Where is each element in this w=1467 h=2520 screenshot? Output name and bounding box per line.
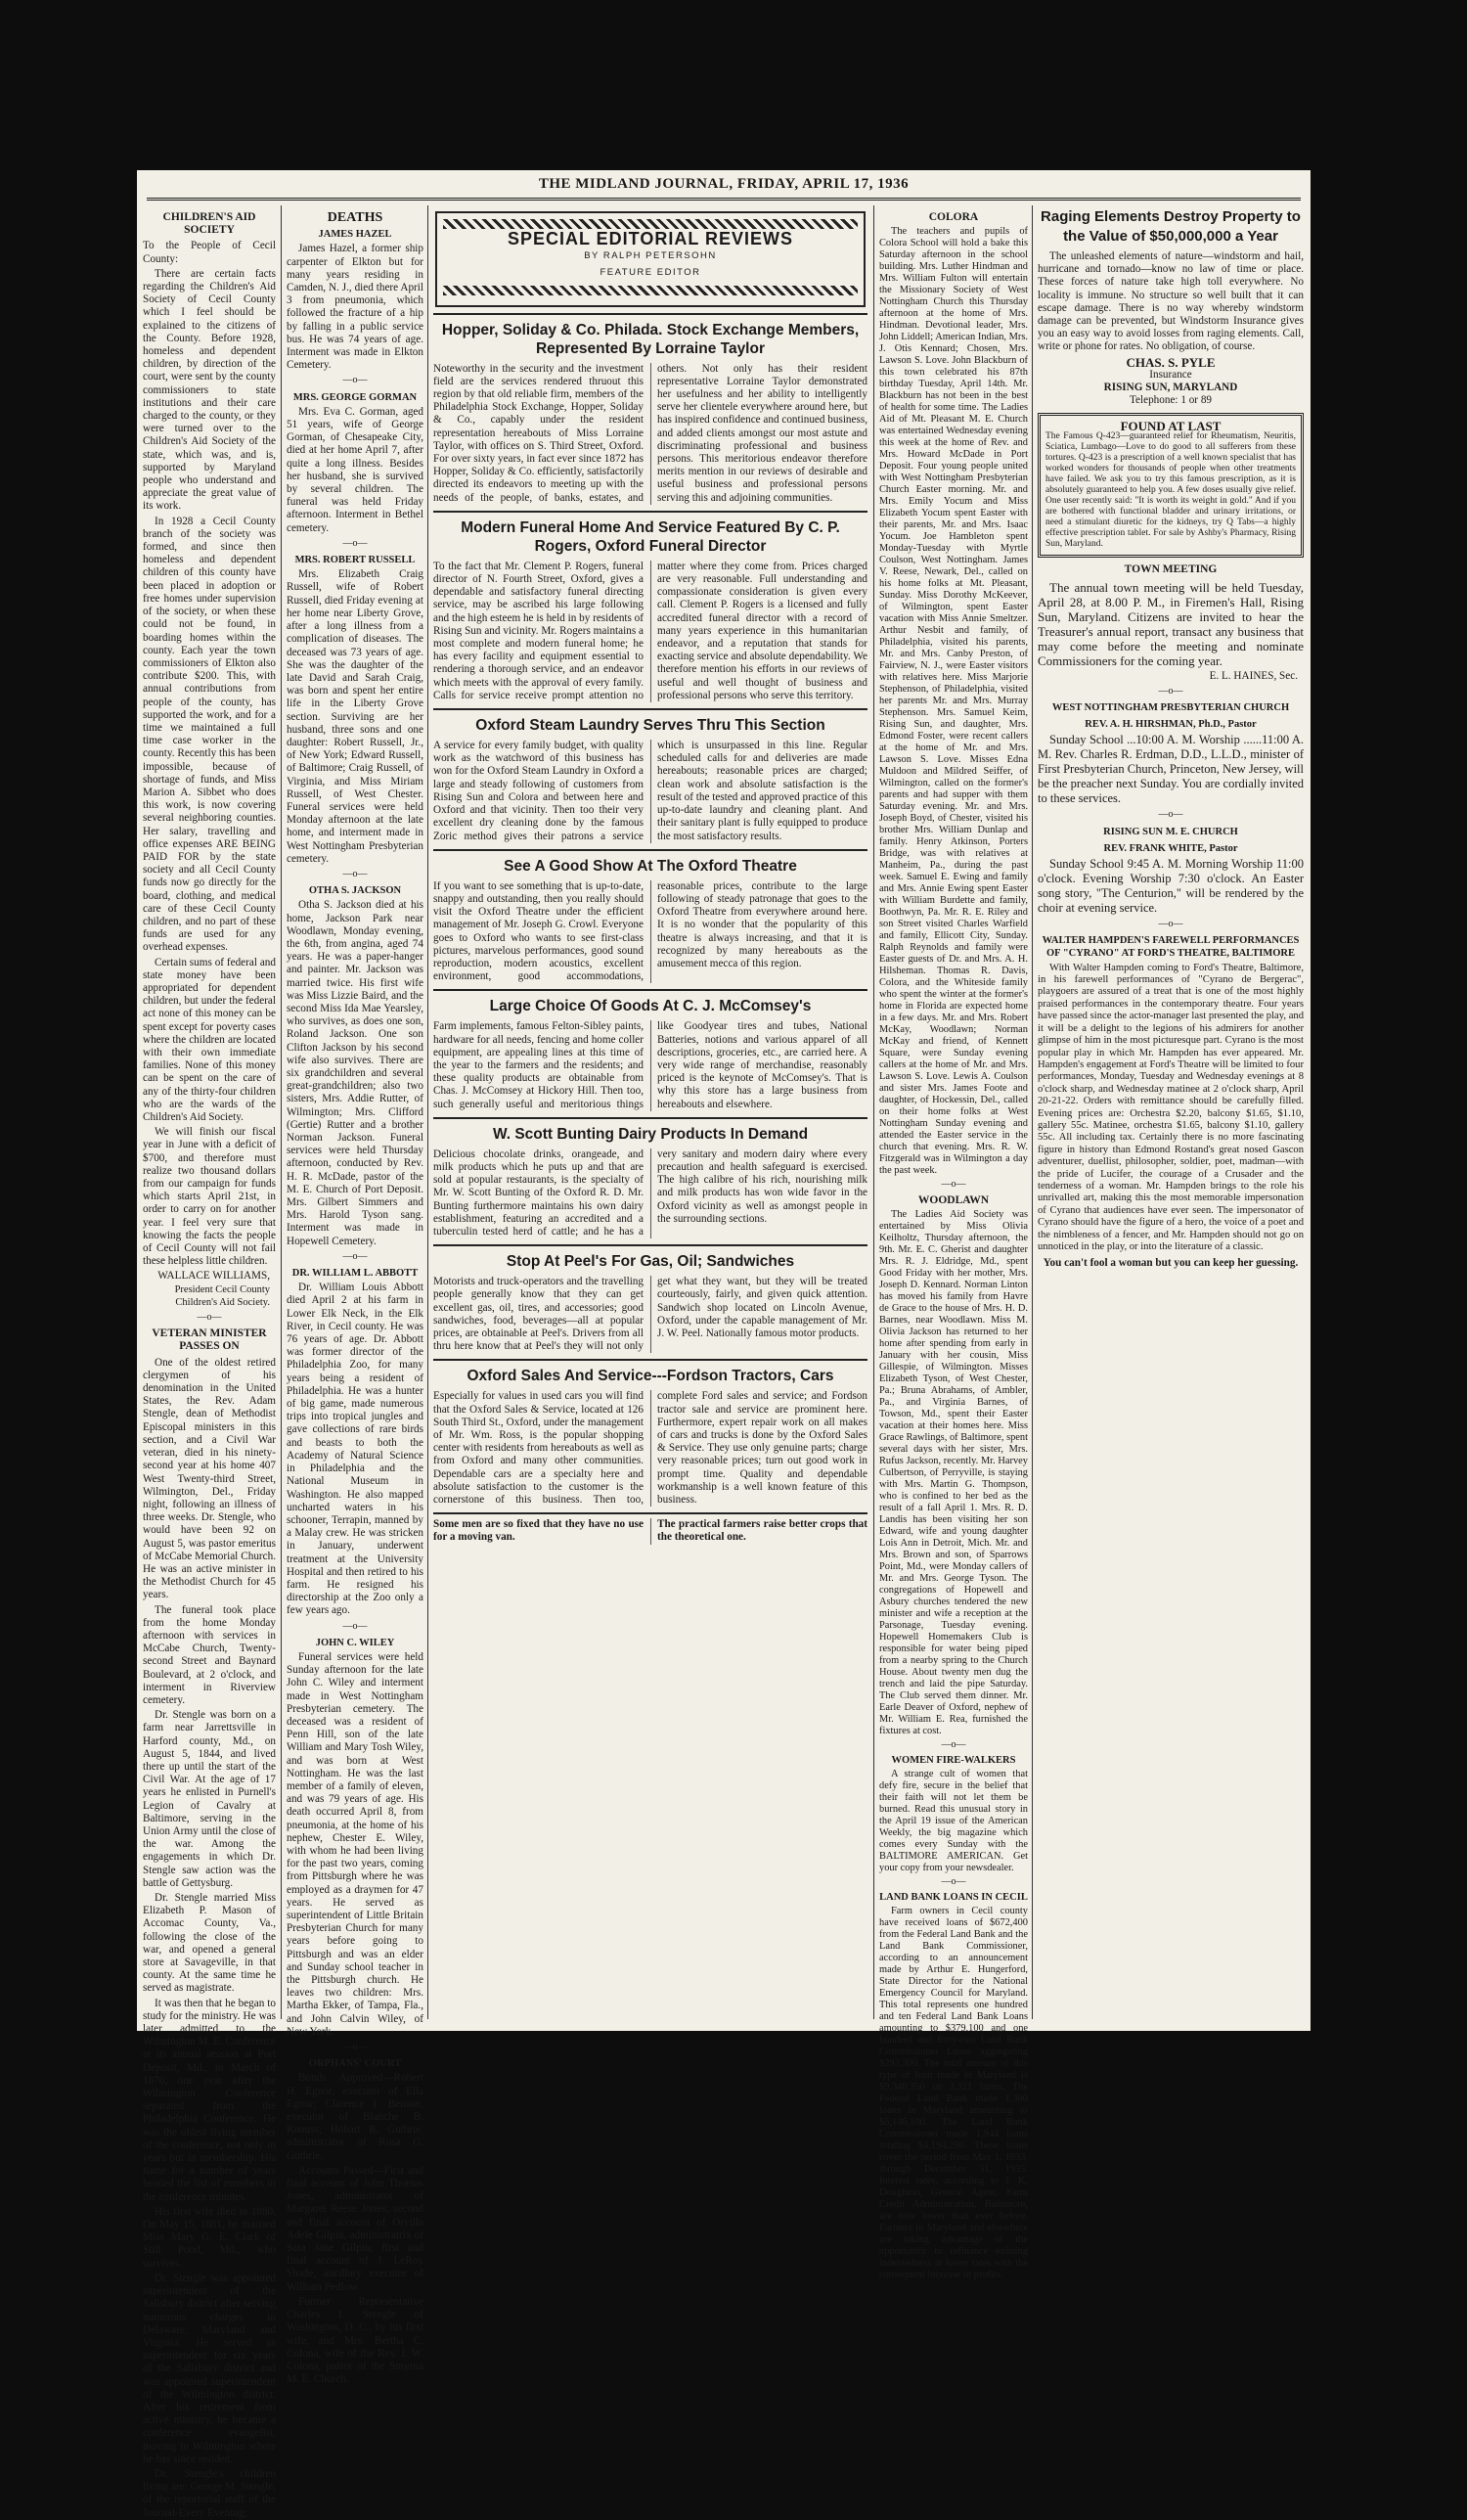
separator: —o— (941, 1739, 966, 1750)
obituary-name: MRS. GEORGE GORMAN (292, 391, 418, 403)
article-body: A service for every family budget, with quality work as the watchword of this business has won for the Oxford Steam Laundry in Oxford a large and steady following of customers from Rising Sun and Colora and between here and Oxford and that vicinity. Then too their very excellent dry cleaning done by the famous Zoric method gives their patrons a service which is unsurpassed in this line. Regular scheduled calls for and deliveries are made hereabouts; reasonable prices are charged; clean work and absolute satisfaction is the result of the tested and approved practice of this up-to-date laundry and cleaning plant. And their sanitary plant is fully equipped to produce the most satisfactory results. (433, 740, 867, 842)
paragraph: In 1928 a Cecil County branch of the society was formed, and since then homeless and dependent children of this county have been placed in adoption or free homes under supervision of the society, or when these could not be found, in boarding homes within the county. Each year the town commissioners of Elkton also contribute $200. This, with annual contributions from people of the county, has supported the work, and for a time we maintained a full time case worker in the county. Recently this has been impossible, because of shortage of funds, and Miss Marion A. Sibbet who does this work, is now covering several neighboring counties. Her salary, travelling and office expenses ARE BEING PAID FOR by the state society and all Cecil County funds now go directly for the board, clothing, and medical care of these Cecil County children, and no part of these funds are used for any overhead expenses. (143, 515, 276, 954)
article-headline: Hopper, Soliday & Co. Philada. Stock Exchange Members, Represented By Lorraine Taylor (441, 321, 860, 357)
editorial-section (433, 207, 867, 2017)
separator: —o— (1158, 809, 1183, 821)
article-body: Especially for values in used cars you will find that the Oxford Sales & Service, located at 126 South Third St., Oxford, under the management of Mr. Wm. Ross, is the popular shopping center with residents from hereabouts as well as from Oxford and many other communities. Dependable cars are a specialty here and absolute satisfaction to the customer is the cornerstone of this business. Then too, complete Ford sales and service; and Fordson tractor sale and service are prominent here. Furthermore, expert repair work on all makes of cars and trucks is done by the Oxford Sales & Service. They use only genuine parts; charge very reasonable prices; turn out good work in prompt time. Quality and dependable workmanship is a well known feature of this business. (433, 1390, 867, 1507)
article-body: If you want to see something that is up-to-date, snappy and outstanding, then you really should visit the Oxford Theatre under the efficient management of Mr. Joseph G. Crowl. Everyone goes to Oxford who wants to see first-class pictures, marvelous performances, good sound reproduction, modern acoustics, excellent environment, good accommodations, reasonable prices, contribute to the large following of steady patronage that goes to the Oxford Theatre from everywhere around here. It is no wonder that the popularity of this theatre is always increasing, and that it is recognized by many hereabouts as the amusement mecca of this region. (433, 879, 867, 983)
section-title: ORPHANS' COURT (308, 2058, 402, 2070)
paragraph: The teachers and pupils of Colora School will hold a bake this Saturday afternoon in the school building. Mrs. Luther Hindman and Mrs. William Fulton will entertain the Missionary Society of West Nottingham Church this Thursday afternoon at the home of Mrs. Hindman. Devotional leader, Mrs. John Liddell; American Indian, Mrs. J. Otis Kennard; Chosen, Mrs. Lawson S. Love. John Blackburn of this town celebrated his 87th birthday Tuesday, April 14th. Mr. Blackburn has not been in the best of health for some time. The Ladies Aid of Mt. Pleasant M. E. Church was entertained Wednesday evening this week at the home of Rev. and Mrs. Howard McDade in Port Deposit. Four young people united with West Nottingham Presbyterian Church Easter morning. Mr. and Mrs. Emily Yocum and Miss Elizabeth Yocum spent Easter with their parents, Mr. and Mrs. Isaac Yocum. Joe Hambleton spent Monday-Tuesday with Myrtle Coulson, West Nottingham. James V. Reese, Newark, Del., called on his home folks at Mt. Pleasant, Sunday. Miss Dorothy McKeever, of Wilmington, spent Easter vacation with Miss Annie Smeltzer. Arthur Nesbit and family, of Philadelphia, visited his parents, Mr. and Mrs. Canby Preston, of Fairview, N. J., were Easter visitors with relatives here. Miss Marjorie Stephenson, of Philadelphia, visited her parents Mr. and Mrs. Murray Stephenson. Mrs. Samuel Keim, Rising Sun, and daughter, Mrs. Edmond Foster, were recent callers at the home of Mr. and Mrs. Lawson S. Love. Misses Edna Muldoon and Mildred Seiffer, of Wilmington, called on the former's parents and had supper with them Saturday evening. Mr. and Mrs. Joseph Boyd, of Chester, visited his brother Mrs. William Dunlap and family. Henry Atkinson, Porters Bridge, was with relatives at Manheim, Pa., during the past week. Samuel E. Ewing and family and Mrs. Annie Ewing spent Easter with William Burdette and family, Boothwyn, Pa. Mr. R. E. Riley and son Street visited Charles Warfield and family, Ellicott City, Sunday. Ralph Reynolds and family were Easter guests of Dr. and Mrs. A. H. Hilsheman. Thomas R. Davis, Colora, and the Whiteside family who spent the winter at the former's home in Florida are expected home in a few days. Mr. and Mrs. Robert McKay, Woodlawn; Norman McKay and friend, of Kennett Square, were Sunday evening callers at the home of Mr. and Mrs. Lawson S. Love. Lewis A. Coulson and sister Mrs. James Foote and daughter, of Hockessin, Del., called on their home folks at West Nottingham Sunday evening and attended the Easter service in the church that evening. Mrs. R. W. Fitzgerald was in Wilmington a day the past week. (879, 226, 1028, 1176)
article-headline: Large Choice Of Goods At C. J. McComsey's (489, 998, 812, 1015)
paragraph: Sunday School 9:45 A. M. Morning Worship 11:00 o'clock. Evening Worship 7:30 o'clock. An Easter song story, "The Centurion," will be rendered by the choir at evening service. (1038, 857, 1304, 916)
obituary-name: DR. WILLIAM L. ABBOTT (291, 1268, 419, 1280)
column-divider (873, 205, 874, 2019)
filler-items (433, 1512, 867, 1544)
insurance-ad-headline: Raging Elements Destroy Property to the Value of $50,000,000 a Year (1041, 208, 1301, 245)
column-divider (427, 205, 428, 2019)
article-headline: Modern Funeral Home And Service Featured By C. P. Rogers, Oxford Funeral Director (461, 518, 840, 555)
banner-border (443, 219, 858, 229)
separator: —o— (342, 2042, 368, 2053)
article (433, 849, 867, 984)
separator: —o— (197, 1312, 222, 1324)
separator: —o— (342, 537, 368, 549)
obituary-text: Funeral services were held Sunday afternoon for the late John C. Wiley and interment made in West Nottingham Presbyterian cemetery. The deceased was a resident of Penn Hill, son of the late William and Mary Tosh Wiley, and was born at West Nottingham. He was the last member of a family of eleven, and was 79 years of age. His death occurred April 8, from pneumonia, at the home of his nephew, Chester E. Wiley, with whom he had been living for the past two years, coming from Pittsburgh where he was employed as a draymen for 47 years. He served as superintendent of Little Britain Presbyterian Church for many years before going to Pittsburgh and was an elder and Sunday school teacher in the Pittsburgh church. He leaves two children: Mrs. Martha Ekker, of Tampa, Fla., and John Calvin Wiley, of New York. (287, 1650, 423, 2038)
section-title: WOODLAWN (917, 1194, 990, 1206)
obituary-text: James Hazel, a former ship carpenter of Elkton but for many years residing in Camden, N. J., died there April 3 from pneumonia, which followed the fracture of a hip by falling in a public service bus. He was 74 years of age. Interment was made in Elkton Cemetery. (287, 243, 423, 372)
obituary-name: OTHA S. JACKSON (308, 885, 402, 897)
closing-quip: You can't fool a woman but you can keep her guessing. (1043, 1257, 1299, 1270)
article-body: Delicious chocolate drinks, orangeade, and milk products which he puts up and that are sold at popular restaurants, is the specialty of Mr. W. Scott Bunting of the Oxford R. D. Mr. Bunting furthermore maintains his own dairy establishment, featuring an accredited and a tuberculin tested herd of cattle; and he has a very sanitary and modern dairy where every precaution and health safeguard is exercised. The high calibre of his rich, nourishing milk and milk products has won wide favor in the Oxford vicinity as well as amongst people in the surrounding sections. (433, 1148, 867, 1238)
masthead: THE MIDLAND JOURNAL, FRIDAY, APRIL 17, 1936 (538, 176, 910, 192)
editorial-title: SPECIAL EDITORIAL REVIEWS (507, 229, 794, 248)
church-title: WEST NOTTINGHAM PRESBYTERIAN CHURCH (1051, 702, 1290, 714)
column-2 (287, 207, 423, 2386)
signature-title: President Cecil County Children's Aid Society. (174, 1283, 270, 1308)
article (433, 511, 867, 702)
separator: —o— (1158, 919, 1183, 930)
paragraph: Former Representative Charles I. Stengle of Washington, D. C., by his first wife, and Mrs. Bertha C. Colona, wife of the Rev. J. W. Colona, pastor of the Smyrna M. E. Church. (287, 2295, 423, 2386)
article-body: To the fact that Mr. Clement P. Rogers, funeral director of N. Fourth Street, Oxford, gives a dependable and satisfactory funeral directing service, may be ascribed his large following and the high esteem he is held in by residents of Rising Sun and vicinity. Mr. Rogers maintains a most complete and modern funeral home; he has every facility and equipment essential to rendering a thorough service, and an endeavor which meets with the approval of every family. Calls for service receive prompt attention no matter where they come from. Prices charged are very reasonable. Full understanding and compassionate consideration is given every call. Clement P. Rogers is a licensed and fully accredited funeral director with a record of many years experience in this humanitarian endeavor, and a reputation that stands for exacting service and absolute dependability. We therefore mention his efforts in our reviews of useful and well thought of business and professional persons who serve this territory. (433, 560, 867, 701)
section-title: TOWN MEETING (1124, 563, 1218, 576)
obituary-name: JAMES HAZEL (318, 229, 392, 241)
ad-text: The Famous Q-423—guaranteed relief for Rheumatism, Neuritis, Sciatica, Lumbago—Love to do good to all sufferers from these tortures. Q-423 is a prescription of a well known specialist that has worked wonders for thousands of people when other treatments have failed. We ask you to try this famous prescription, as it is absolutely guaranteed to help you. A few doses usually give relief. One user recently said: "It is worth its weight in gold." And if you are bothered with functional bladder and urinary irritations, or need a stimulant diuretic for the kidneys, try Q Tabs—a highly effective prescription tablet. For sale by Ashby's Pharmacy, Rising Sun, Maryland. (1045, 431, 1296, 550)
church-title: RISING SUN M. E. CHURCH (1103, 826, 1238, 837)
article (433, 1359, 867, 1507)
paragraph: Bonds Approved—Robert H. Egnor, executor of Ella Egnor; Clarence I. Benson, executor of Blanche B. Knauss; Hobart R. Guthrie, administrator of Rosa G. Guthrie. (287, 2072, 423, 2162)
paragraph: The funeral took place from the home Monday afternoon with services in McCabe Church, Twenty-second Street and Baynard Boulevard, at 2 o'clock, and interment in Riverview cemetery. (143, 1603, 276, 1706)
paragraph: With Walter Hampden coming to Ford's Theatre, Baltimore, in his farewell performances of "Cyrano de Bergerac", playgoers are assured of a treat that is one of the most highly praised performances in the contemporary theatre. Four years have passed since the actor-manager last presented the play, and it will be a delight to the legions of his admirers for another glimpse of him in the most picturesque part. Cyrano is the most popular play in which Mr. Hampden has ever appeared. Mr. Hampden's engagement at Ford's Theatre will be limited to four performances, Monday, Tuesday and Wednesday evenings at 8 o'clock sharp, and Wednesday matinee at 2 o'clock sharp, April 20-21-22. Orders with remittance should be carefully filled. Evening prices are: Orchestra $2.20, balcony $1.65, $1.10, gallery 55c. Matinee, orchestra $1.65, balcony $1.10, gallery 55c. All including tax. Certainly there is no more fascinating figure in history than Edmond Rostand's great nosed Gascon adventurer, duellist, philosopher, soldier, poet, madman—with the pride of Lucifer, the courage of a Crusader and the tenderness of a woman. Mr. Hampden brings to the role his unrivalled art, making this the most memorable impersonation of Cyrano that audiences have ever seen. The impersonator of Cyrano should have the figure of a hero, the voice of a poet and the nimbleness of a fencer, and Mr. Hampden should not go on unnoticed in the play, or into the literature of a classic. (1038, 962, 1304, 1253)
paragraph: Dr. Stengle was appointed superintendent of the Salisbury district after serving numerous charges in Delaware, Maryland and Virginia. He served as superintendent for six years of the Salisbury district and was appointed superintendent of the Wilmington district. After his retirement from active ministry, he became a conference evangelist, moving to Wilmington where he has since resided. (143, 2272, 276, 2465)
separator: —o— (342, 375, 368, 386)
paragraph: Dr. Stengle married Miss Elizabeth P. Mason of Accomac County, Va., following the close of the war, and opened a general store at Savageville, in that county. At the same time he served as magistrate. (143, 1892, 276, 1995)
church-pastor: REV. FRANK WHITE, Pastor (1103, 842, 1238, 854)
column-1 (143, 207, 276, 2519)
article-headline: Oxford Steam Laundry Serves Thru This Section (475, 717, 825, 735)
newspaper-page (137, 170, 1311, 2519)
advertiser-line: RISING SUN, MARYLAND (1103, 382, 1238, 394)
article (433, 313, 867, 505)
paragraph: Dr. Stengle's children living are: George M. Stengle, of the reportorial staff of the Journal-Every Evening; (143, 2467, 276, 2519)
section-title: COLORA (928, 211, 979, 223)
found-at-last-ad (1038, 413, 1304, 558)
section-title: CHILDREN'S AID SOCIETY (162, 211, 256, 237)
section-title: DEATHS (327, 210, 383, 225)
article-headline: See A Good Show At The Oxford Theatre (504, 857, 797, 875)
separator: —o— (941, 1179, 966, 1190)
masthead-rule (147, 198, 1301, 201)
column-5 (1038, 207, 1304, 2007)
advertiser-line: Telephone: 1 or 89 (1129, 394, 1213, 407)
obituary-name: JOHN C. WILEY (315, 1637, 395, 1648)
editorial-role: FEATURE EDITOR (600, 267, 701, 279)
article (433, 708, 867, 843)
section-title: LAND BANK LOANS IN CECIL (879, 1892, 1028, 1903)
signature: E. L. HAINES, Sec. (1209, 669, 1298, 682)
obituary-text: Mrs. Elizabeth Craig Russell, wife of Robert Russell, died Friday evening at her home near Liberty Grove, after a long illness from a complication of diseases. The deceased was 73 years of age. She was the daughter of the late David and Sarah Craig, was born and spent her entire life in the Liberty Grove section. Surviving are her husband, three sons and one daughter: Robert Russell, Jr., of New York; Edward Russell, of Baltimore; Craig Russell, of Virginia, and Miss Miriam Russell, of West Chester. Funeral services were held Monday afternoon at the late home, and interment made in West Nottingham Presbyterian cemetery. (287, 568, 423, 865)
column-4 (879, 207, 1028, 2280)
paragraph: His first wife died in 1880. On May 15, 1881, he married Miss Mary G. E. Clark of Still Pond, Md., who survives. (143, 2205, 276, 2270)
editorial-banner (435, 211, 866, 307)
column-divider (281, 205, 282, 2019)
article (433, 1117, 867, 1238)
separator: —o— (941, 1876, 966, 1887)
column-divider (1032, 205, 1033, 2019)
separator: —o— (342, 1620, 368, 1632)
banner-border (443, 286, 858, 295)
separator: —o— (1158, 685, 1183, 697)
paragraph: Farm owners in Cecil county have received loans of $672,400 from the Federal Land Bank and the Land Bank Commissioner, according to an announcement made by Arthur E. Hungerford, State Director for the National Emergency Council for Maryland. This total represents one hundred and ten Federal Land Bank Loans amounting to $379,100 and one hundred and forty-two Land Bank Commissioner Loans aggregating $293,300. The total amount of this type of loan made in Maryland is $9,340,350 on 3,321 farms. The Federal Land Bank made 1,380 loans in Maryland amounting to $5,146,100. The Land Bank Commissioner made 1,944 loans totaling $4,194,250. These loans cover the period from May 1, 1933, through December 31, 1935. Interest rates, according to J. K. Doughton, General Agent, Farm Credit Administration, Baltimore, are now lower than ever before. Farmers in Maryland and elsewhere are taking advantage of the opportunity to refinance existing indebtedness at lower rates with the consequent increase in profits. (879, 1906, 1028, 2280)
section-title: WALTER HAMPDEN'S FAREWELL PERFORMANCES OF "CYRANO" AT FORD'S THEATRE, BALTIMORE (1042, 935, 1300, 960)
paragraph: We will finish our fiscal year in June with a deficit of $700, and therefore must realize two thousand dollars from our campaign for funds which starts April 21st, in order to carry on for another year. I feel very sure that knowing the facts the people of Cecil County will not fail these helpless little children. (143, 1126, 276, 1268)
filler-left: Some men are so fixed that they have no use for a moving van. (433, 1518, 644, 1544)
signature: WALLACE WILLIAMS, (157, 1270, 270, 1282)
article-body: Motorists and truck-operators and the travelling people generally know that they can get excellent gas, oil, tires, and accessories; good sandwiches, food, beverages—all at popular prices, are obtainable at Peel's. Drivers from all thru here know that at Peel's they will not only get what they want, but they will be treated courteously, fairly, and given quick attention. Sandwich shop located on Lincoln Avenue, Oxford, under the capable management of Mr. J. W. Peel. Nationally famous motor products. (433, 1276, 867, 1353)
salutation: To the People of Cecil County: (143, 240, 276, 265)
article-headline: W. Scott Bunting Dairy Products In Demand (492, 1125, 809, 1143)
section-title: WOMEN FIRE-WALKERS (891, 1755, 1016, 1766)
article-body: Farm implements, famous Felton-Sibley paints, hardware for all needs, fencing and home coller equipment, are appealing lines at this time of the year to the farmers and the residents; and these quality products are obtainable from Chas. J. McComsey at Hickory Hill. Then too, such generally useful and meritorious things like Goodyear tires and tubes, National Batteries, notions and various apparel of all descriptions, groceries, etc., are carried here. A very wide range of merchandise, reasonably priced is the keynote of McComsey's. That is why this store has a large business from hereabouts and elsewhere. (433, 1020, 867, 1110)
obituary-text: Otha S. Jackson died at his home, Jackson Park near Woodlawn, Monday evening, the 6th, from angina, aged 74 years. He was a paper-hanger and painter. Mr. Jackson was married twice. His first wife was Miss Lizzie Baird, and the second Miss Ida Mae Yearsley, who survives, as does one son, Roland Jackson. One son Clifton Jackson by his second wife also survives. There are six grandchildren and several great-grandchildren; also two sisters, Mrs. Addie Rutter, of Wilmington; Mrs. Clifford (Gertie) Rutter and a brother Norman Jackson. Funeral services were held Thursday afternoon, conducted by Rev. H. R. McDade, pastor of the M. E. Church of Port Deposit. Mrs. Gilbert Simmers and Mrs. Harold Tyson sang. Interment was made in Hopewell Cemetery. (287, 899, 423, 1247)
article (433, 1244, 867, 1353)
article (433, 989, 867, 1110)
article-body: Noteworthy in the security and the investment field are the services rendered thruout this region by that old reliable firm, members of the Philadelphia Stock Exchange, Hopper, Soliday & Co., capably under the resident representation hereabouts of Miss Lorraine Taylor, with offices on S. Third Street, Oxford. For over sixty years, in fact ever since 1872 has Hopper, Soliday & Co. efficiently, satisfactorily directed its endeavors to meeting up with the needs of the people, of banks, estates, and others. Not only has their resident representative Lorraine Taylor demonstrated her usefulness and her ability to intelligently serve her clientele everywhere around here, but has inspired confidence and continued business, and added clients amongst our most astute and discriminating professional and business persons. This meritorious endeavor therefore merits mention in our reviews of desirable and useful business and professional persons serving this and adjoining communities. (433, 362, 867, 504)
insurance-ad-text: The unleashed elements of nature—windstorm and hail, hurricane and tornado—know no law of time or place. These forces of nature take high toll everywhere. No locality is immune. No structure so well built that it can escape damage. There is no way whereby windstorm damage can be prevented, but Windstorm Insurance gives you an easy way to avoid losses from raging elements. Call, write or phone for rates. No obligation, of course. (1038, 250, 1304, 353)
paragraph: A strange cult of women that defy fire, secure in the belief that their faith will not let them be burned. Read this unusual story in the April 19 issue of the American Weekly, the big magazine which comes every Sunday with the BALTIMORE AMERICAN. Get your copy from your newsdealer. (879, 1769, 1028, 1873)
obituary-text: Dr. William Louis Abbott died April 2 at his farm in Lower Elk Neck, in the Elk River, in Cecil county. He was 76 years of age. Dr. Abbott was former director of the Philadelphia Zoo, for many years being a resident of Philadelphia. He was a hunter of big game, made numerous trips into tropical jungles and gave collections of rare birds and beasts to both the Academy of Natural Science in Philadelphia and the National Museum in Washington. He also mapped uncharted waters in his schooner, Terrapin, manned by a Malay crew. He was stricken in January, underwent treatment at the University Hospital and then retired to his farm. He resigned his directorship at the Zoo only a few years ago. (287, 1282, 423, 1617)
paragraph: Dr. Stengle was born on a farm near Jarrettsville in Harford county, Md., on August 5, 1844, and lived there up until the start of the Civil War. At the age of 17 years he enlisted in Purnell's Legion of Cavalry at Baltimore, serving in the Union Army until the close of the war. Among the engagements in which Dr. Stengle saw action was the battle of Gettysburg. (143, 1709, 276, 1889)
obituary-text: Mrs. Eva C. Gorman, aged 51 years, wife of George Gorman, of Chesapeake City, died at her home April 7, after quite a long illness. Besides her husband, she is survived by several children. The funeral was held Friday afternoon. Interment in Bethel cemetery. (287, 405, 423, 534)
paragraph: One of the oldest retired clergymen of his denomination in the United States, the Rev. Adam Stengle, dean of Methodist Episcopal ministers in this section, and a Civil War veteran, died in his ninety-second year at his home 407 West Twenty-third Street, Wilmington, Del., Friday night, following an illness of three weeks. Dr. Stengle, who would have been 92 on August 5, was pastor emeritus of McCabe Memorial Church. He was an active minister in the Methodist Church for 45 years. (143, 1356, 276, 1601)
article-headline: Stop At Peel's For Gas, Oil; Sandwiches (506, 1253, 795, 1271)
separator: —o— (342, 868, 368, 879)
paragraph: Certain sums of federal and state money have been appropriated for dependent children, but under the federal act none of this money can be spent except for poverty cases where the children are located with their own immediate families. None of this money can be spent on the care of any of the thirty-four children who are the wards of the Children's Aid Society. (143, 956, 276, 1124)
paragraph: There are certain facts regarding the Children's Aid Society of Cecil County which I feel should be explained to the citizens of the County. Before 1928, homeless and dependent children, by direction of the court, were sent by the county commissioners to state institutions and their care charged to the county, or they were turned over to the Children's Aid Society of the state, which was, and is, supported by Maryland people who understand and appreciate the great value of its work. (143, 267, 276, 513)
paragraph: The annual town meeting will be held Tuesday, April 28, at 8.00 P. M., in Firemen's Hall, Rising Sun, Maryland. Citizens are invited to hear the Treasurer's annual report, transact any business that may come before the meeting and nominate Commissioners for the coming year. (1038, 579, 1304, 668)
section-title: VETERAN MINISTER PASSES ON (152, 1328, 267, 1353)
paragraph: Sunday School ...10:00 A. M. Worship ......11:00 A. M. Rev. Charles R. Erdman, D.D., L.L.D., minister of First Presbyterian Church, Princeton, New Jersey, will be the preacher next Sunday. You are cordially invited to these services. (1038, 733, 1304, 806)
paragraph: The Ladies Aid Society was entertained by Miss Olivia Keilholtz, Thursday afternoon, the 9th. Mr. E. C. Gherist and daughter Mrs. R. J. Eldridge, Md., spent Good Friday with her mother, Mrs. Joseph D. Kennard. Norman Linton has moved his family from Havre de Grace to the house of Mrs. H. D. Barnes, near Woodlawn. Miss M. Olivia Jackson has returned to her home after spending from early in January with her cousin, Miss Gillespie, of Wilmington. Misses Elizabeth Tyson, of West Chester, Pa.; Bruna Abrahams, of Ambler, Pa., and Virginia Barnes, of Towson, Md., spent their Easter vacation at their homes here. Miss Grace Rawlings, of Baltimore, spent several days with her sister, Mrs. Rufus Jackson, recently. Mr. Harvey Culbertson, of Perryville, is staying with Mrs. Martin G. Thompson, who is confined to her bed as the result of a fall April 1. Mrs. R. D. Landis has been visiting her son Edward, wife and young daughter Lois Ann in Detroit, Mich. Mr. and Mrs. Brown and son, of Sparrows Point, Md., were Monday callers of Mr. and Mrs. George Tyson. The congregations of Hopewell and Asbury churches tendered the new minister and wife a reception at the Parsonage, Tuesday evening. Hopewell Homemakers Club is responsible for water being piped from a nearby spring to the Church House. About twenty men dug the trench and laid the pipe Saturday. The Club served them dinner. Mr. Earle Deaver of Oxford, nephew of Mr. William E. Rea, furnished the fixtures at cost. (879, 1209, 1028, 1736)
advertiser-line: Insurance (1149, 368, 1192, 381)
ad-headline: FOUND AT LAST (1120, 419, 1222, 434)
paragraph: It was then that he began to study for the ministry. He was later admitted to the Wilmington M. E. Conference at its annual session at Port Deposit, Md., in March of 1870, one year after the Wilmington Conference separated from the Philadelphia Conference. He was the oldest living member of the conference, not only in years but in membership. His name for a number of years headed the list of members in the conference minutes. (143, 1997, 276, 2203)
separator: —o— (342, 1250, 368, 1262)
editorial-byline: BY RALPH PETERSOHN (584, 250, 717, 262)
church-pastor: REV. A. H. HIRSHMAN, Ph.D., Pastor (1085, 719, 1257, 731)
paragraph: Accounts Passed—First and final account of John Thomas Jones, administrator of Margaret Reese Jones; second and final account of Orvilla Adele Gilpin, administratrix of Sara Jane Gilpin; first and final account of J. LeRoy Shade, ancillary executor of William Pedlow. (287, 2164, 423, 2293)
advertiser-name: CHAS. S. PYLE (1126, 354, 1216, 370)
article-headline: Oxford Sales And Service---Fordson Tractors, Cars (467, 1368, 834, 1385)
filler-right: The practical farmers raise better crops that the theoretical one. (657, 1518, 867, 1544)
obituary-name: MRS. ROBERT RUSSELL (294, 555, 416, 566)
